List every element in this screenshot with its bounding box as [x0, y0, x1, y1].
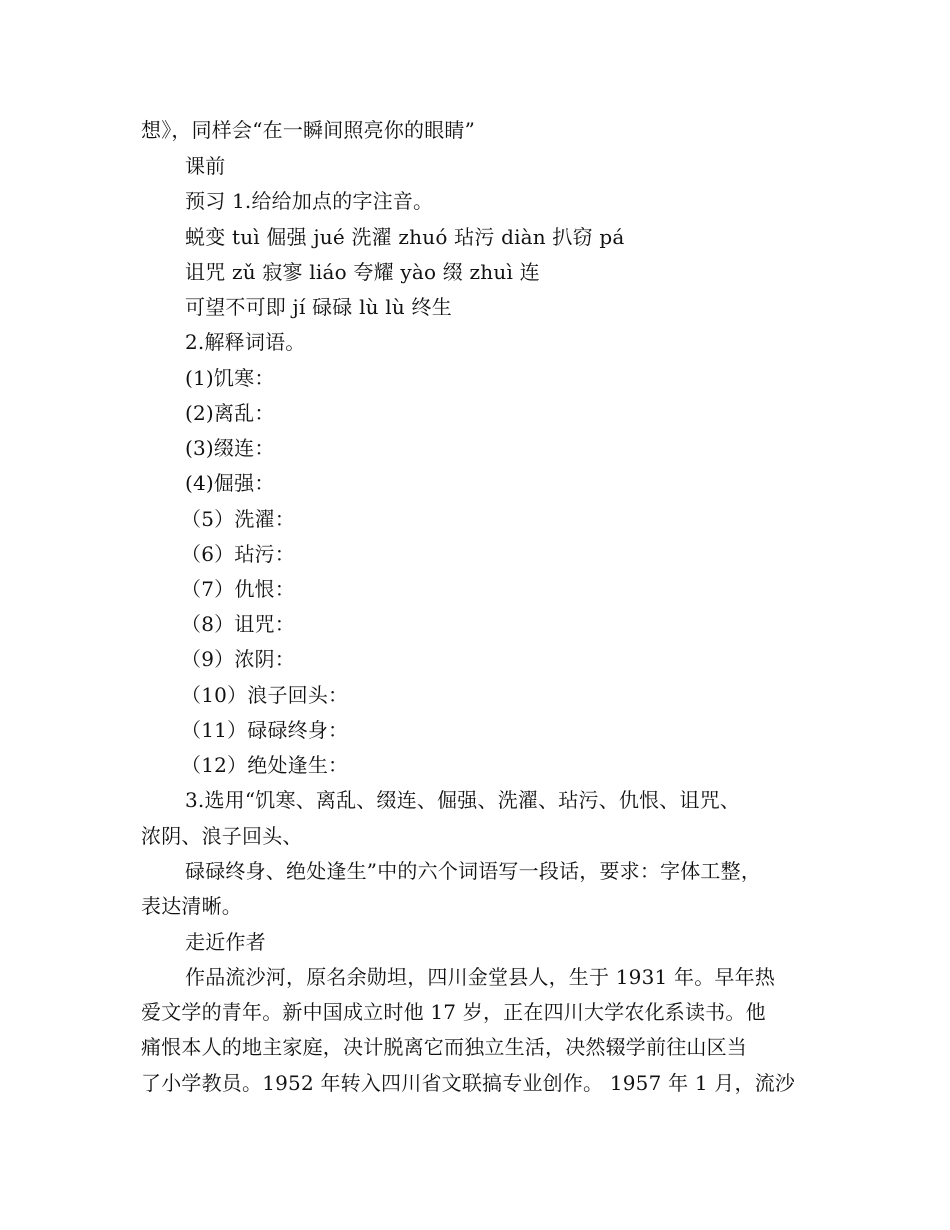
text-line: 可望不可即 jí 碌碌 lù lù 终生 [185, 295, 452, 319]
section-heading-preview: 课前 [185, 154, 226, 178]
text-line: 浓阴、浪子回头、 [141, 824, 303, 848]
text-line: 蜕变 tuì 倔强 jué 洗濯 zhuó 玷污 diàn 扒窃 pá [185, 225, 625, 249]
text-line: 想》，同样会“在一瞬间照亮你的眼睛” [141, 118, 476, 142]
text-line: 了小学教员。1952 年转入四川省文联搞专业创作。 1957 年 1 月，流沙 [141, 1071, 796, 1095]
text-line: (3)缀连： [185, 436, 275, 460]
text-line: （9）浓阴： [181, 647, 295, 671]
text-line: （10）浪子回头： [181, 683, 349, 707]
text-line: 作品流沙河，原名余勋坦，四川金堂县人，生于 1931 年。早年热 [185, 965, 776, 989]
text-line: （6）玷污： [181, 542, 295, 566]
text-line: 碌碌终身、绝处逢生”中的六个词语写一段话，要求：字体工整， [185, 859, 762, 883]
text-line: 痛恨本人的地主家庭，决计脱离它而独立生活，决然辍学前往山区当 [141, 1035, 747, 1059]
text-line: （8）诅咒： [181, 612, 295, 636]
text-line: (2)离乱： [185, 401, 275, 425]
text-line: （12）绝处逢生： [181, 753, 349, 777]
text-line: 诅咒 zǔ 寂寥 liáo 夸耀 yào 缀 zhuì 连 [185, 260, 540, 284]
text-line: 3.选用“饥寒、离乱、缀连、倔强、洗濯、玷污、仇恨、诅咒、 [185, 788, 741, 812]
text-line: 2.解释词语。 [185, 330, 306, 354]
text-line: （7）仇恨： [181, 577, 295, 601]
text-line: 预习 1.给给加点的字注音。 [185, 189, 434, 213]
text-line: 表达清晰。 [141, 894, 242, 918]
section-heading-author: 走近作者 [185, 930, 266, 954]
text-line: (4)倔强： [185, 471, 275, 495]
text-line: 爱文学的青年。新中国成立时他 17 岁，正在四川大学农化系读书。他 [141, 1000, 766, 1024]
text-line: （11）碌碌终身： [181, 718, 349, 742]
text-line: （5）洗濯： [181, 507, 295, 531]
text-line: (1)饥寒： [185, 366, 275, 390]
